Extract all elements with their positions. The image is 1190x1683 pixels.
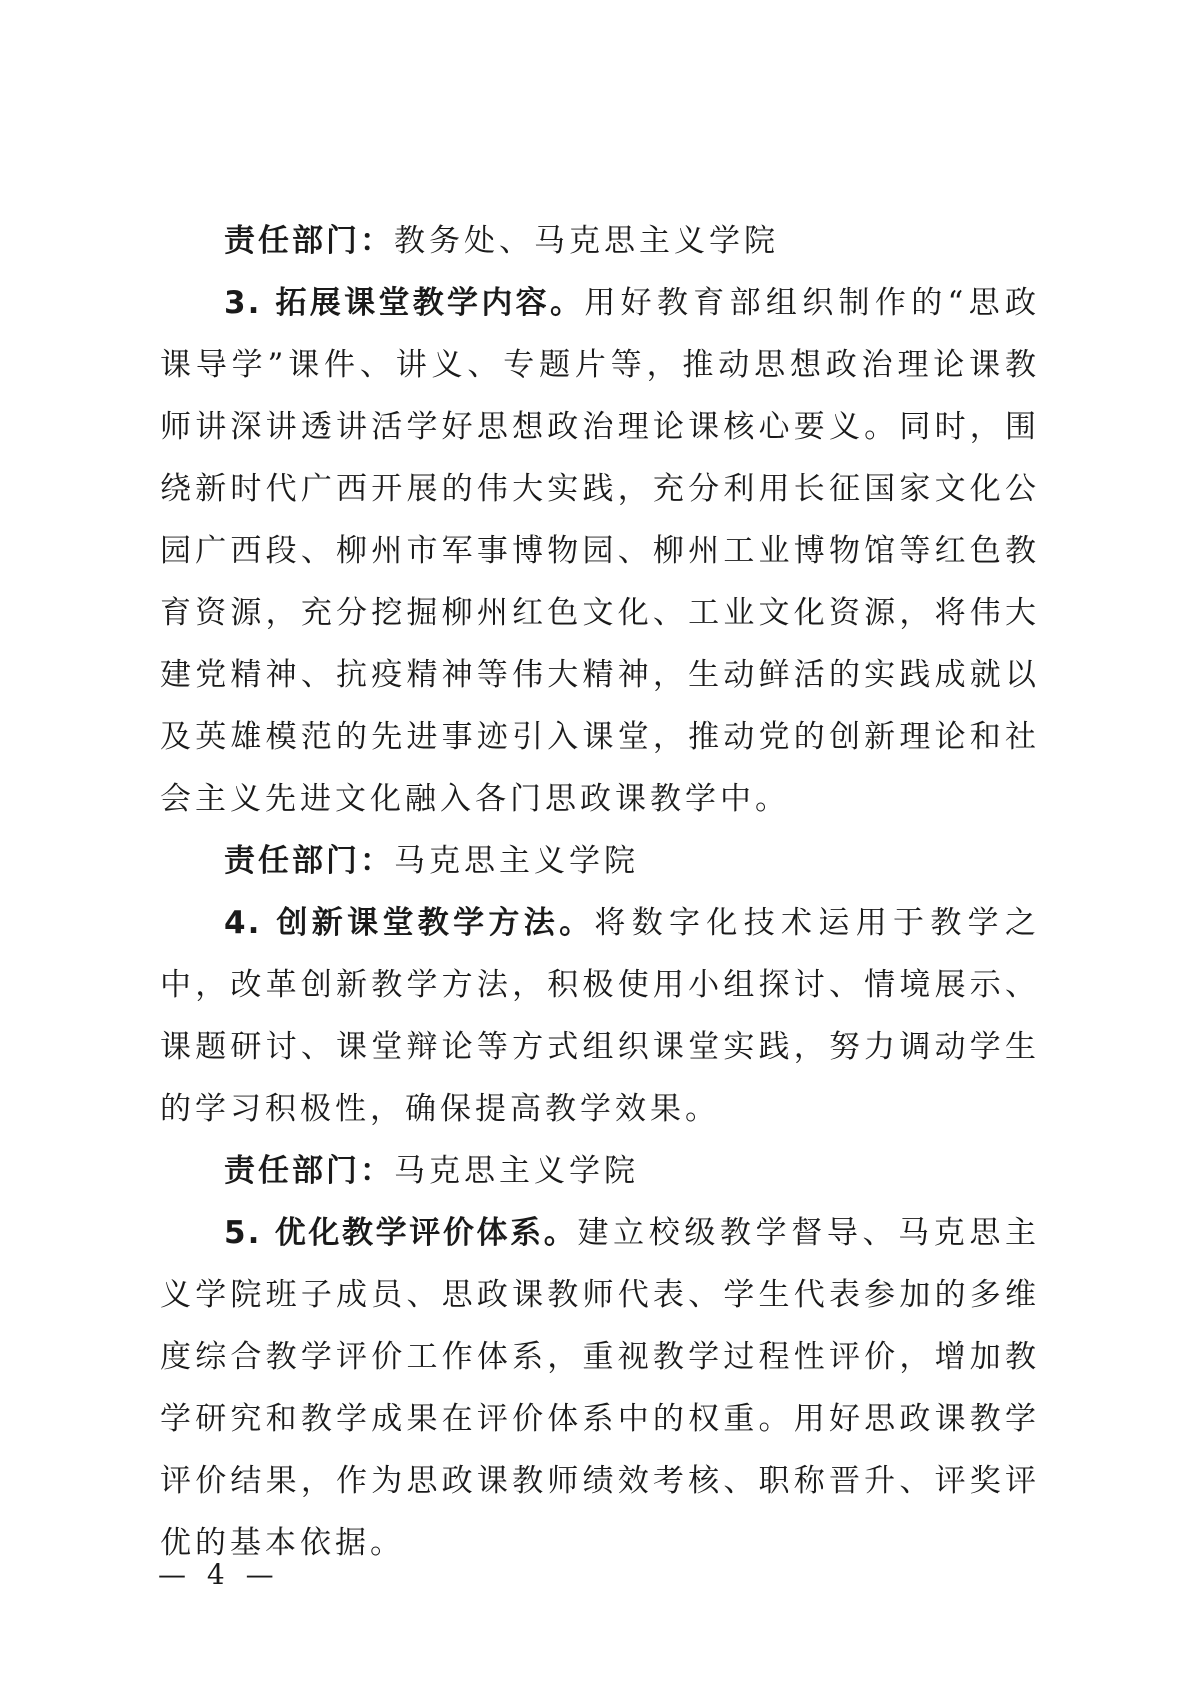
responsibility-text: 马克思主义学院	[394, 1153, 639, 1189]
responsibility-paragraph	[160, 830, 1040, 892]
responsibility-label: 责任部门：	[224, 223, 394, 259]
item-text: 建立校级教学督导、马克思主义学院班子成员、思政课教师代表、学生代表参加的多维度综合教学评价工作体系，重视教学过程性评价，增加教学研究和教学成果在评价体系中的权重。用好思政课教学评价结果，作为思政课教师绩效考核、职称晋升、评奖评优的基本依据。	[160, 1215, 1040, 1561]
item-paragraph-5	[160, 1202, 1040, 1574]
item-heading: 3. 拓展课堂教学内容。	[224, 285, 585, 321]
responsibility-label: 责任部门：	[224, 843, 394, 879]
responsibility-paragraph	[160, 210, 1040, 272]
page-number: — 4 —	[158, 1558, 280, 1591]
responsibility-text: 马克思主义学院	[394, 843, 639, 879]
item-text: 将数字化技术运用于教学之中，改革创新教学方法，积极使用小组探讨、情境展示、课题研讨、课堂辩论等方式组织课堂实践，努力调动学生的学习积极性，确保提高教学效果。	[160, 905, 1040, 1127]
responsibility-text: 教务处、马克思主义学院	[394, 223, 779, 259]
responsibility-label: 责任部门：	[224, 1153, 394, 1189]
document-body	[160, 210, 1040, 1574]
item-text: 用好教育部组织制作的“思政课导学”课件、讲义、专题片等，推动思想政治理论课教师讲深讲透讲活学好思想政治理论课核心要义。同时，围绕新时代广西开展的伟大实践，充分利用长征国家文化公园广西段、柳州市军事博物园、柳州工业博物馆等红色教育资源，充分挖掘柳州红色文化、工业文化资源，将伟大建党精神、抗疫精神等伟大精神，生动鲜活的实践成就以及英雄模范的先进事迹引入课堂，推动党的创新理论和社会主义先进文化融入各门思政课教学中。	[160, 285, 1040, 817]
item-paragraph-3	[160, 272, 1040, 830]
item-heading: 4. 创新课堂教学方法。	[224, 905, 595, 941]
item-paragraph-4	[160, 892, 1040, 1140]
item-heading: 5. 优化教学评价体系。	[224, 1215, 578, 1251]
responsibility-paragraph	[160, 1140, 1040, 1202]
